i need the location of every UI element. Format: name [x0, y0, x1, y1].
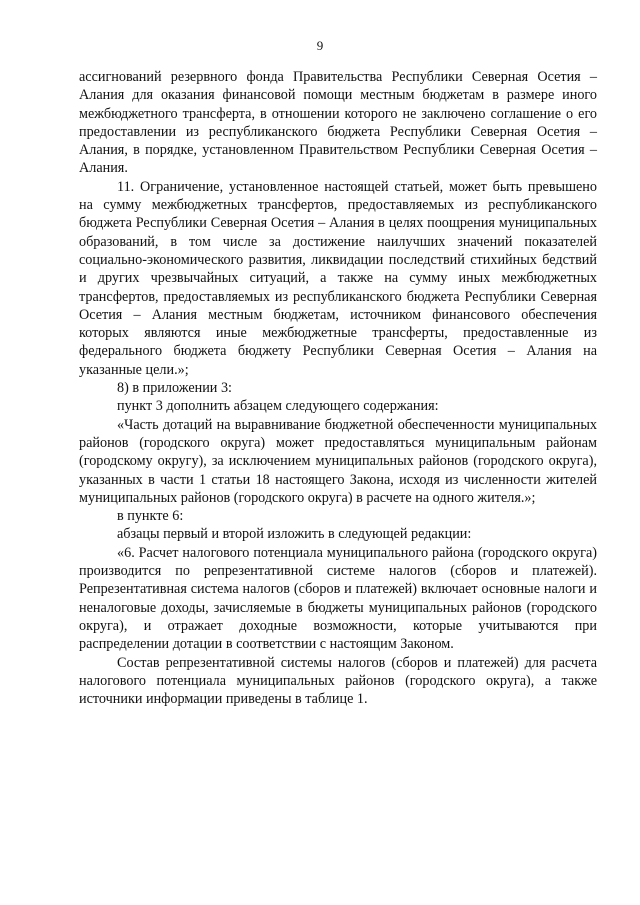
paragraph-appendix-3: 8) в приложении 3: — [117, 380, 232, 397]
paragraph-in-point-6: в пункте 6: — [117, 508, 184, 525]
document-body — [79, 68, 597, 708]
paragraph-point-6-tax-potential: «6. Расчет налогового потенциала муниципального района (городского округа) производится по репрезентативной системе налогов (сборов и платежей). Репрезентативная система налогов (сборов и платежей) включает основные налоги и неналоговые доходы, зачисляемые в бюджеты муниципальных районов (городского округа), и отражает доходные возможности, которые учитываются при распределении дотации в соответствии с настоящим Законом. — [79, 544, 597, 653]
paragraph-subsidy-part: «Часть дотаций на выравнивание бюджетной обеспеченности муниципальных районов (городского округа) может предоставляться муниципальным районам (городскому округу), за исключением муниципальных районов (городского округа), указанных в части 1 статьи 18 настоящего Закона, исходя из численности жителей муниципальных районов (городского округа) в расчете на одного жителя.»; — [79, 416, 597, 506]
paragraph-reserve-fund: ассигнований резервного фонда Правительства Республики Северная Осетия – Алания для оказания финансовой помощи местным бюджетам в размере иного межбюджетного трансферта, в отношении которого не заключено соглашение о его предоставлении из республиканского бюджета Республики Северная Осетия – Алания, в порядке, установленном Правительством Республики Северная Осетия – Алания. — [79, 69, 597, 177]
paragraph-point-11: 11. Ограничение, установленное настоящей статьей, может быть превышено на сумму межбюджетных трансфертов, предоставляемых из республиканского бюджета Республики Северная Осетия – Алания в целях поощрения муниципальных образований, в том числе за достижение наилучших значений показателей социально-экономического развития, ликвидации последствий стихийных бедствий и других чрезвычайных ситуаций, а также на сумму иных межбюджетных трансфертов, предоставляемых из республиканского бюджета Республики Северная Осетия – Алания местным бюджетам, источником финансового обеспечения которых являются иные межбюджетные трансферты, предоставленные из федерального бюджета бюджету Республики Северная Осетия – Алания на указанные цели.»; — [79, 178, 597, 378]
paragraph-point-3-addition: пункт 3 дополнить абзацем следующего содержания: — [117, 398, 439, 415]
page-number: 9 — [316, 38, 324, 53]
paragraph-first-second-edition: абзацы первый и второй изложить в следующей редакции: — [117, 526, 472, 543]
paragraph-representative-system: Состав репрезентативной системы налогов (сборов и платежей) для расчета налогового потенциала муниципальных районов (городского округа), а также источники информации приведены в таблице 1. — [79, 654, 597, 708]
